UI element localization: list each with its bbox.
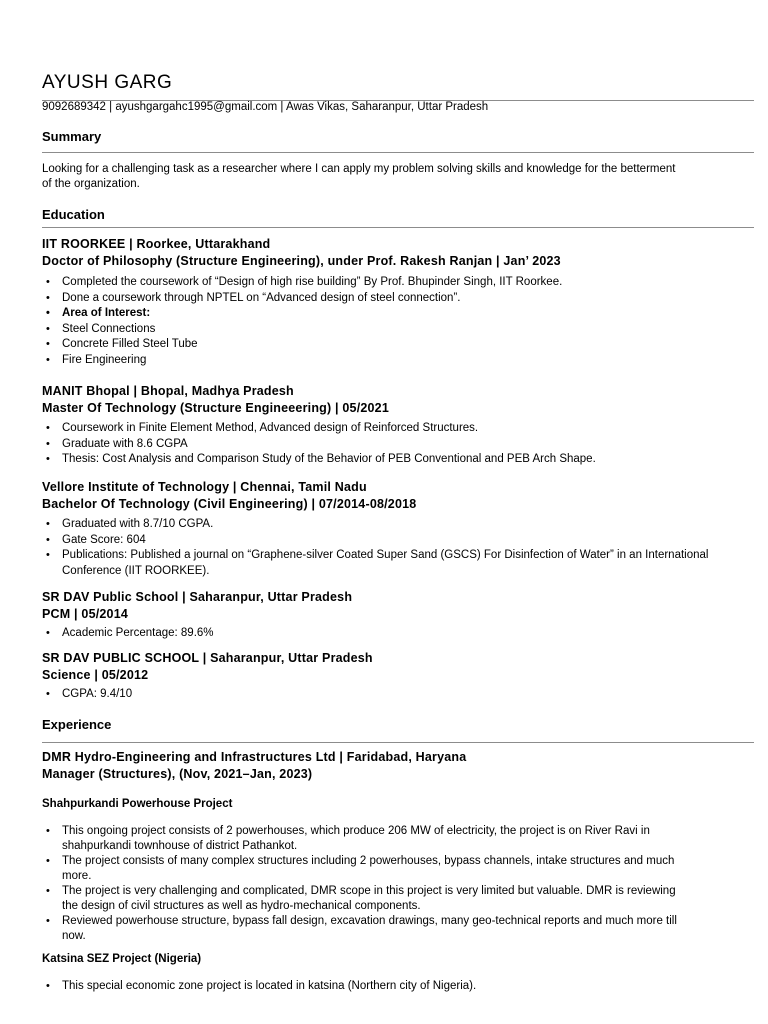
divider: [42, 227, 754, 228]
education-degree: Master Of Technology (Structure Engineeering) | 05/2021: [42, 401, 389, 415]
summary-text: Looking for a challenging task as a researcher where I can apply my problem solving skills and knowledge for the betterment of the organization.: [42, 163, 676, 190]
list-item: • Fire Engineering: [42, 353, 692, 369]
education-institution: IIT ROORKEE | Roorkee, Uttarakhand: [42, 237, 271, 251]
project-bullets: [42, 824, 682, 944]
project-name: Katsina SEZ Project (Nigeria): [42, 953, 202, 965]
education-degree: Science | 05/2012: [42, 668, 149, 682]
education-title: Education: [42, 207, 105, 222]
list-item: • Concrete Filled Steel Tube: [42, 337, 692, 353]
education-bullets: [42, 275, 692, 369]
list-item: • Area of Interest:: [42, 306, 692, 322]
list-item: • The project is very challenging and complicated, DMR scope in this project is very limited but valuable. DMR is reviewing the design of civil structures as well as hydro-mechanical components.: [42, 884, 682, 914]
education-bullets: [42, 626, 692, 642]
list-item: • CGPA: 9.4/10: [42, 687, 692, 703]
list-item: • Reviewed powerhouse structure, bypass fall design, excavation drawings, many geo-technical reports and much more till now.: [42, 914, 682, 944]
list-item: • Academic Percentage: 89.6%: [42, 626, 692, 642]
education-degree: PCM | 05/2014: [42, 607, 129, 621]
list-item: • Coursework in Finite Element Method, Advanced design of Reinforced Structures.: [42, 421, 722, 437]
education-degree: Doctor of Philosophy (Structure Engineering), under Prof. Rakesh Ranjan | Jan’ 2023: [42, 254, 561, 268]
contact-line: 9092689342 | ayushgargahc1995@gmail.com | Awas Vikas, Saharanpur, Uttar Pradesh: [42, 101, 489, 113]
experience-title: Experience: [42, 717, 112, 732]
list-item: • This ongoing project consists of 2 powerhouses, which produce 206 MW of electricity, the project is on River Ravi in shahpurkandi townhouse of district Pathankot.: [42, 824, 682, 854]
list-item: • Done a coursework through NPTEL on “Advanced design of steel connection”.: [42, 291, 692, 307]
project-name: Shahpurkandi Powerhouse Project: [42, 798, 233, 810]
list-item: • Graduate with 8.6 CGPA: [42, 437, 722, 453]
list-item: • Completed the coursework of “Design of high rise building” By Prof. Bhupinder Singh, IIT Roorkee.: [42, 275, 692, 291]
list-item: • Gate Score: 604: [42, 533, 722, 549]
list-item: • Graduated with 8.7/10 CGPA.: [42, 517, 722, 533]
education-bullets: [42, 421, 722, 468]
list-item: • Steel Connections: [42, 322, 692, 338]
candidate-name: AYUSH GARG: [42, 72, 173, 93]
company-name: DMR Hydro-Engineering and Infrastructures Ltd | Faridabad, Haryana: [42, 750, 467, 764]
list-item: • Publications: Published a journal on “Graphene-silver Coated Super Sand (GSCS) For Disinfection of Water” in an International Conference (IIT ROORKEE).: [42, 548, 722, 579]
project-bullets: [42, 979, 682, 994]
education-degree: Bachelor Of Technology (Civil Engineering) | 07/2014-08/2018: [42, 497, 417, 511]
list-item: • Thesis: Cost Analysis and Comparison Study of the Behavior of PEB Conventional and PEB Arch Shape.: [42, 452, 722, 468]
summary-title: Summary: [42, 129, 102, 144]
job-role: Manager (Structures), (Nov, 2021–Jan, 2023): [42, 767, 313, 781]
education-institution: SR DAV Public School | Saharanpur, Uttar Pradesh: [42, 590, 353, 604]
education-institution: Vellore Institute of Technology | Chennai, Tamil Nadu: [42, 480, 367, 494]
list-item: • The project consists of many complex structures including 2 powerhouses, bypass channels, intake structures and much more.: [42, 854, 682, 884]
education-bullets: [42, 517, 722, 579]
education-bullets: [42, 687, 692, 703]
education-institution: MANIT Bhopal | Bhopal, Madhya Pradesh: [42, 384, 294, 398]
education-institution: SR DAV PUBLIC SCHOOL | Saharanpur, Uttar Pradesh: [42, 651, 373, 665]
list-item: • This special economic zone project is located in katsina (Northern city of Nigeria).: [42, 979, 682, 994]
divider: [42, 152, 754, 153]
divider: [42, 742, 754, 743]
